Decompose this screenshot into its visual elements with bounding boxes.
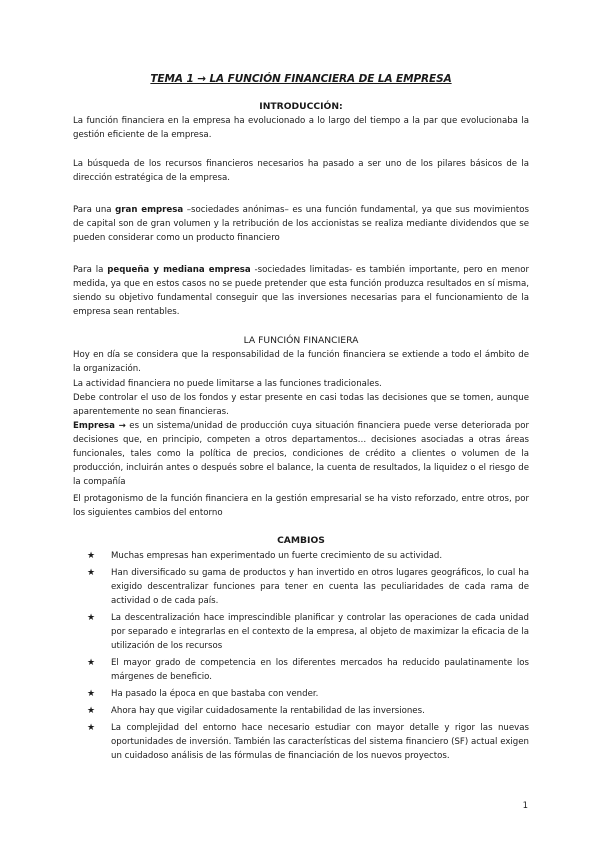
funcion-paragraph-5: El protagonismo de la función financiera en la gestión empresarial se ha visto reforzado, entre otros, por los siguientes cambios del entorno	[73, 494, 529, 518]
intro-paragraph-2: La búsqueda de los recursos financieros necesarios ha pasado a ser uno de los pilares básicos de la dirección estratégica de la empresa.	[73, 159, 529, 183]
list-item	[73, 687, 529, 701]
list-item-text: El mayor grado de competencia en los diferentes mercados ha reducido paulatinamente los márgenes de beneficio.	[111, 658, 529, 682]
list-item	[73, 611, 529, 653]
section-heading-cambios: CAMBIOS	[277, 535, 325, 546]
page-number: 1	[522, 801, 528, 811]
star-bullet-icon: ★	[87, 723, 96, 733]
list-item-text: Ha pasado la época en que bastaba con vender.	[111, 689, 319, 699]
section-heading-introduccion: INTRODUCCIÓN:	[259, 101, 343, 112]
list-item-text: Han diversificado su gama de productos y han invertido en otros lugares geográficos, lo cual ha exigido descentralizar funciones para tener en cuenta las peculiaridades de cada rama de actividad o de cada país.	[111, 568, 529, 606]
intro-p4-lead: Para la	[73, 265, 108, 275]
intro-paragraph-4	[73, 263, 529, 319]
star-bullet-icon: ★	[87, 658, 96, 668]
intro-p4-bold: pequeña y mediana empresa	[107, 265, 251, 275]
intro-paragraph-3	[73, 203, 529, 245]
star-bullet-icon: ★	[87, 551, 96, 561]
funcion-paragraph-1: Hoy en día se considera que la responsabilidad de la función financiera se extiende a todo el ámbito de la organización.	[73, 350, 529, 374]
intro-paragraph-1: La función financiera en la empresa ha evolucionado a lo largo del tiempo a la par que evolucionaba la gestión eficiente de la empresa.	[73, 116, 529, 140]
intro-p3-rest: –sociedades anónimas– es una función fundamental, ya que sus movimientos de capital son de gran volumen y la retribución de los accionistas se realiza mediante dividendos que se pueden considerar como un producto financiero	[73, 205, 530, 243]
funcion-paragraph-3: Debe controlar el uso de los fondos y estar presente en casi todas las decisiones que se tomen, aunque aparentemente no sean financieras.	[73, 393, 529, 417]
star-bullet-icon: ★	[87, 706, 96, 716]
star-bullet-icon: ★	[87, 613, 96, 623]
empresa-term: Empresa →	[73, 421, 126, 431]
intro-p3-lead: Para una	[73, 205, 116, 215]
list-item	[73, 721, 529, 763]
star-bullet-icon: ★	[87, 689, 96, 699]
funcion-paragraph-4	[73, 419, 529, 489]
list-item	[73, 704, 529, 718]
list-item-text: Ahora hay que vigilar cuidadosamente la rentabilidad de las inversiones.	[111, 706, 425, 716]
list-item	[73, 566, 529, 608]
list-item-text: Muchas empresas han experimentado un fuerte crecimiento de su actividad.	[111, 551, 443, 561]
page-title: TEMA 1 → LA FUNCIÓN FINANCIERA DE LA EMPRESA	[150, 73, 452, 85]
star-bullet-icon: ★	[87, 568, 96, 578]
funcion-paragraph-2: La actividad financiera no puede limitarse a las funciones tradicionales.	[73, 379, 382, 389]
list-item-text: La descentralización hace imprescindible planificar y controlar las operaciones de cada unidad por separado e integrarlas en el contexto de la empresa, al objeto de maximizar la eficacia de la utilización de los recursos	[111, 613, 529, 651]
intro-p4-rest: -sociedades limitadas- es también importante, pero en menor medida, ya que en estos casos no se puede pretender que esta función produzca resultados en sí misma, siendo su objetivo fundamental conseguir que las inversiones necesarias para el funcionamiento de la empresa sean rentables.	[73, 265, 529, 317]
list-item-text: La complejidad del entorno hace necesario estudiar con mayor detalle y rigor las nuevas oportunidades de inversión. También las características del sistema financiero (SF) actual exigen un cuidadoso análisis de las fórmulas de financiación de los nuevos proyectos.	[111, 723, 529, 761]
list-item	[73, 549, 529, 563]
section-heading-funcion-financiera: LA FUNCIÓN FINANCIERA	[243, 335, 359, 346]
list-item	[73, 656, 529, 684]
cambios-list	[73, 549, 529, 766]
intro-p3-bold: gran empresa	[115, 205, 184, 215]
empresa-definition: es un sistema/unidad de producción cuya situación financiera puede verse deteriorada por decisiones que, en principio, competen a otros departamentos… decisiones asociadas a otras áreas funcionales, tales como la política de precios, condiciones de crédito a clientes o volumen de la producción, incluirán antes o después sobre el balance, la cuenta de resultados, la liquidez o el riesgo de la compañía	[73, 421, 529, 487]
